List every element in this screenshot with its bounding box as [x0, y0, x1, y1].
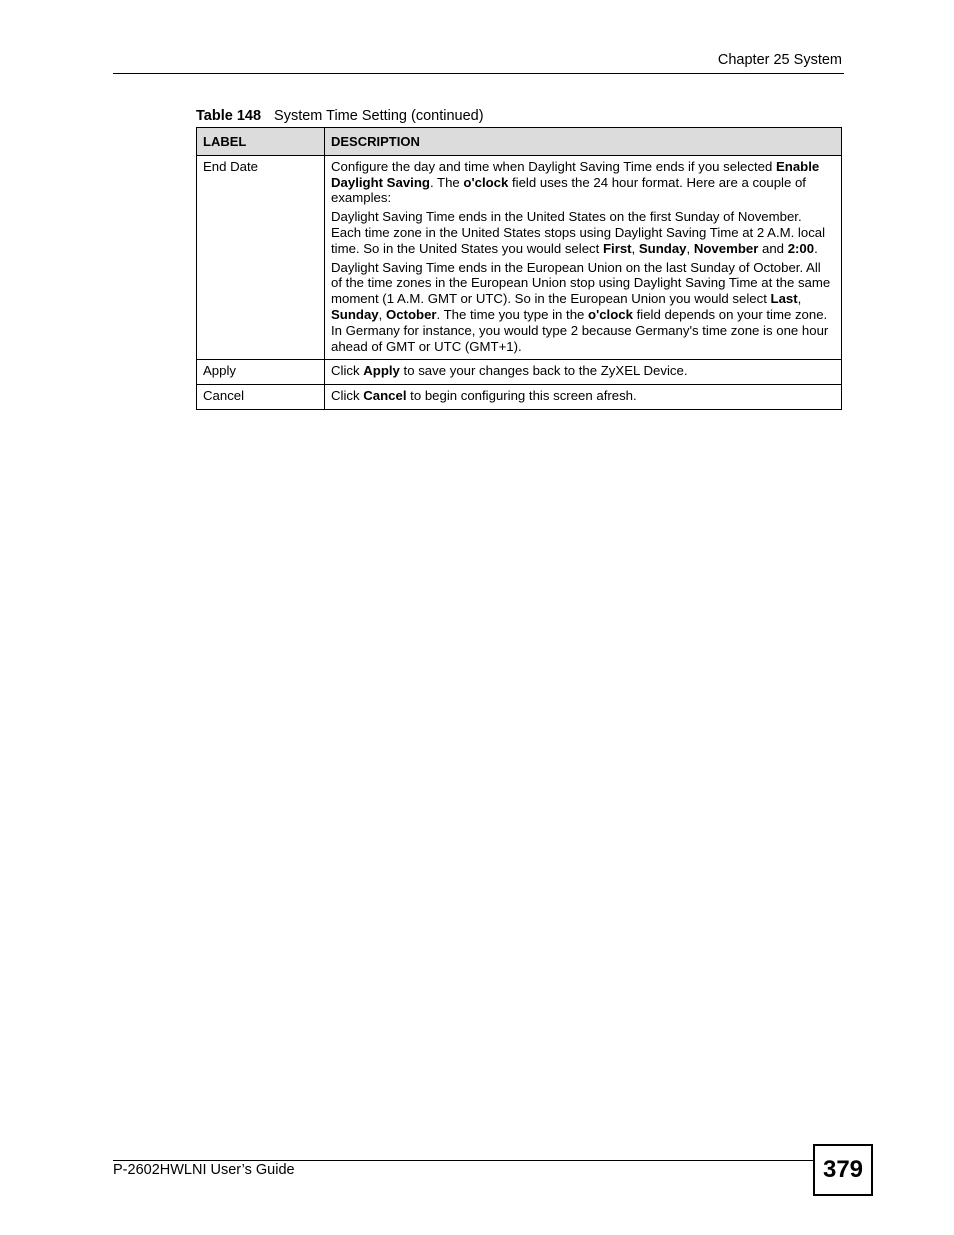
column-header-label: LABEL	[197, 128, 325, 156]
table-caption	[196, 108, 484, 124]
table-header-row	[197, 128, 842, 156]
page-number: 379	[813, 1144, 873, 1196]
footer-divider	[113, 1160, 813, 1161]
description-paragraph: Daylight Saving Time ends in the United States on the first Sunday of November. Each time zone in the United States stops using Daylight Saving Time at 2 A.M. local time. So in the United States you would select First, Sunday, November and 2:00.	[331, 209, 826, 256]
system-time-setting-table	[196, 127, 842, 410]
table-row-apply	[197, 360, 842, 385]
row-description	[325, 155, 842, 360]
row-label: Apply	[197, 360, 325, 385]
guide-title: P-2602HWLNI User’s Guide	[113, 1162, 295, 1178]
description-paragraph: Configure the day and time when Daylight Saving Time ends if you selected Enable Daylight Saving. The o'clock field uses the 24 hour format. Here are a couple of examples:	[331, 158, 820, 206]
chapter-header: Chapter 25 System	[717, 52, 842, 68]
description-paragraph: Daylight Saving Time ends in the European Union on the last Sunday of October. All of the time zones in the European Union stop using Daylight Saving Time at the same moment (1 A.M. GMT or UTC). So in the European Union you would select Last, Sunday, October. The time you type in the o'clock field depends on your time zone. In Germany for instance, you would type 2 because Germany's time zone is one hour ahead of GMT or UTC (GMT+1).	[331, 259, 831, 354]
row-label: End Date	[197, 155, 325, 360]
table-title: System Time Setting (continued)	[274, 108, 484, 124]
row-description: Click Cancel to begin configuring this screen afresh.	[325, 385, 842, 410]
table-row-cancel	[197, 385, 842, 410]
header-divider	[113, 73, 844, 74]
table-number: Table 148	[196, 108, 262, 124]
row-label: Cancel	[197, 385, 325, 410]
row-description: Click Apply to save your changes back to the ZyXEL Device.	[325, 360, 842, 385]
table-row-end-date	[197, 155, 842, 360]
column-header-description: DESCRIPTION	[325, 128, 842, 156]
